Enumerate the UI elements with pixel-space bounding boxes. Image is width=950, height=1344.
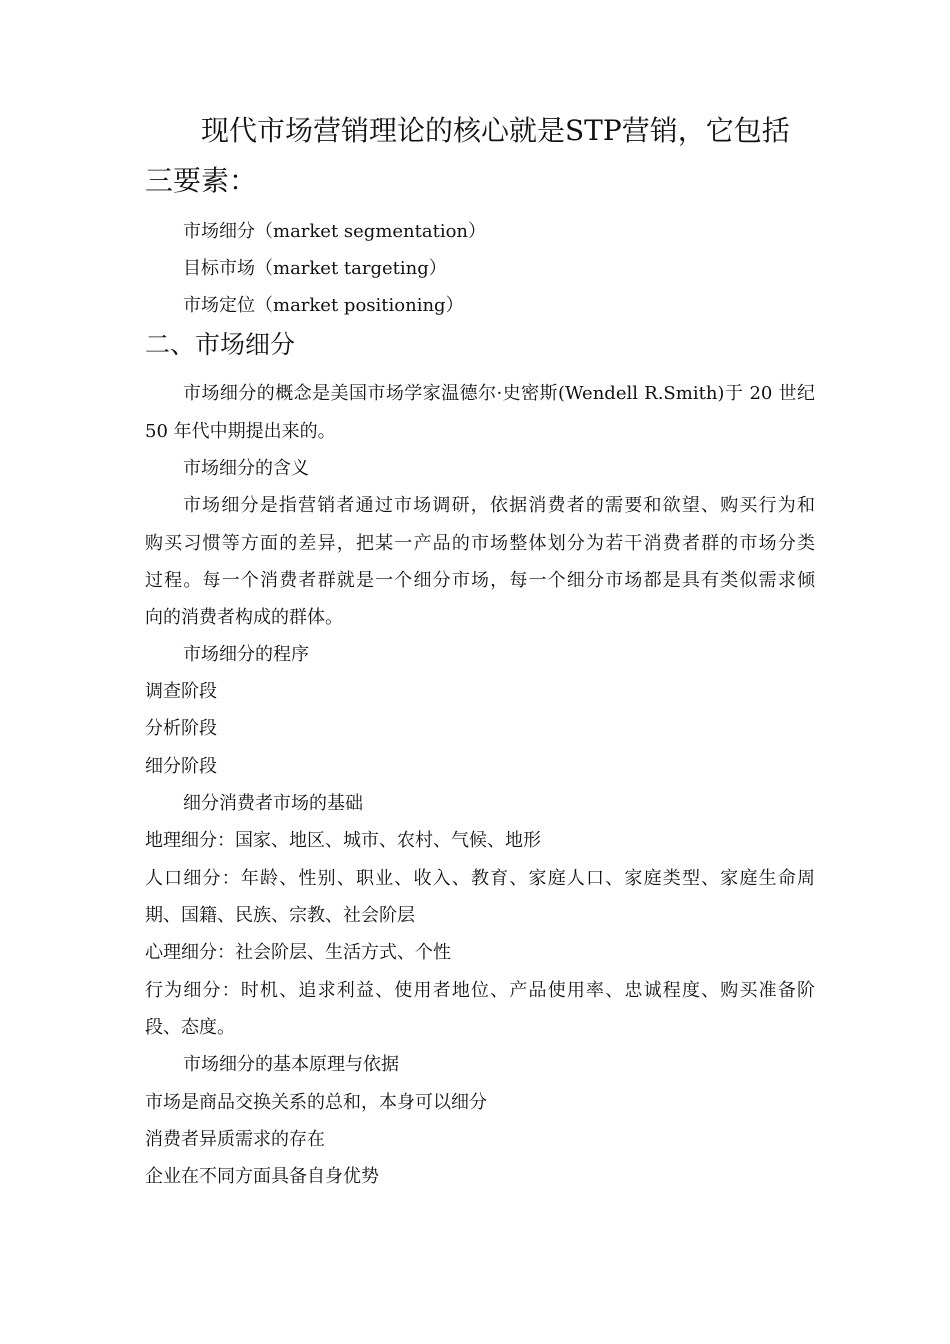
meaning-line-1: 市场细分是指营销者通过市场调研，依据消费者的需要和欲望、购买行为和 [183, 495, 815, 516]
procedure-step: 分析阶段 [145, 718, 217, 739]
principle-item: 企业在不同方面具备自身优势 [145, 1166, 379, 1187]
concept-line-2: 50 年代中期提出来的。 [145, 421, 336, 442]
procedure-heading: 市场细分的程序 [183, 644, 309, 665]
basis-demographic-line-1: 人口细分：年龄、性别、职业、收入、教育、家庭人口、家庭类型、家庭生命周 [145, 868, 815, 889]
meaning-heading: 市场细分的含义 [183, 458, 309, 479]
basis-behavioral-line-2: 段、态度。 [145, 1017, 235, 1038]
intro-line-1: 现代市场营销理论的核心就是STP营销，它包括 [201, 114, 790, 147]
basis-behavioral-line-1: 行为细分：时机、追求利益、使用者地位、产品使用率、忠诚程度、购买准备阶 [145, 980, 815, 1001]
section-heading: 二、市场细分 [145, 330, 296, 359]
meaning-line-4: 向的消费者构成的群体。 [145, 607, 343, 628]
concept-line-1: 市场细分的概念是美国市场学家温德尔·史密斯(Wendell R.Smith)于 20 世纪 [183, 383, 815, 404]
intro-line-2: 三要素： [145, 164, 258, 197]
principle-item: 市场是商品交换关系的总和，本身可以细分 [145, 1092, 487, 1113]
stp-element-segmentation: 市场细分（market segmentation） [183, 221, 487, 242]
principle-item: 消费者异质需求的存在 [145, 1129, 325, 1150]
basis-geographic: 地理细分：国家、地区、城市、农村、气候、地形 [145, 830, 541, 851]
stp-element-positioning: 市场定位（market positioning） [183, 295, 464, 316]
basis-heading: 细分消费者市场的基础 [183, 793, 363, 814]
procedure-step: 细分阶段 [145, 756, 217, 777]
basis-psychographic: 心理细分：社会阶层、生活方式、个性 [145, 942, 451, 963]
stp-element-targeting: 目标市场（market targeting） [183, 258, 447, 279]
meaning-line-3: 过程。每一个消费者群就是一个细分市场，每一个细分市场都是具有类似需求倾 [145, 570, 815, 591]
procedure-step: 调查阶段 [145, 681, 217, 702]
basis-demographic-line-2: 期、国籍、民族、宗教、社会阶层 [145, 905, 415, 926]
meaning-line-2: 购买习惯等方面的差异，把某一产品的市场整体划分为若干消费者群的市场分类 [145, 533, 815, 554]
principles-heading: 市场细分的基本原理与依据 [183, 1054, 399, 1075]
